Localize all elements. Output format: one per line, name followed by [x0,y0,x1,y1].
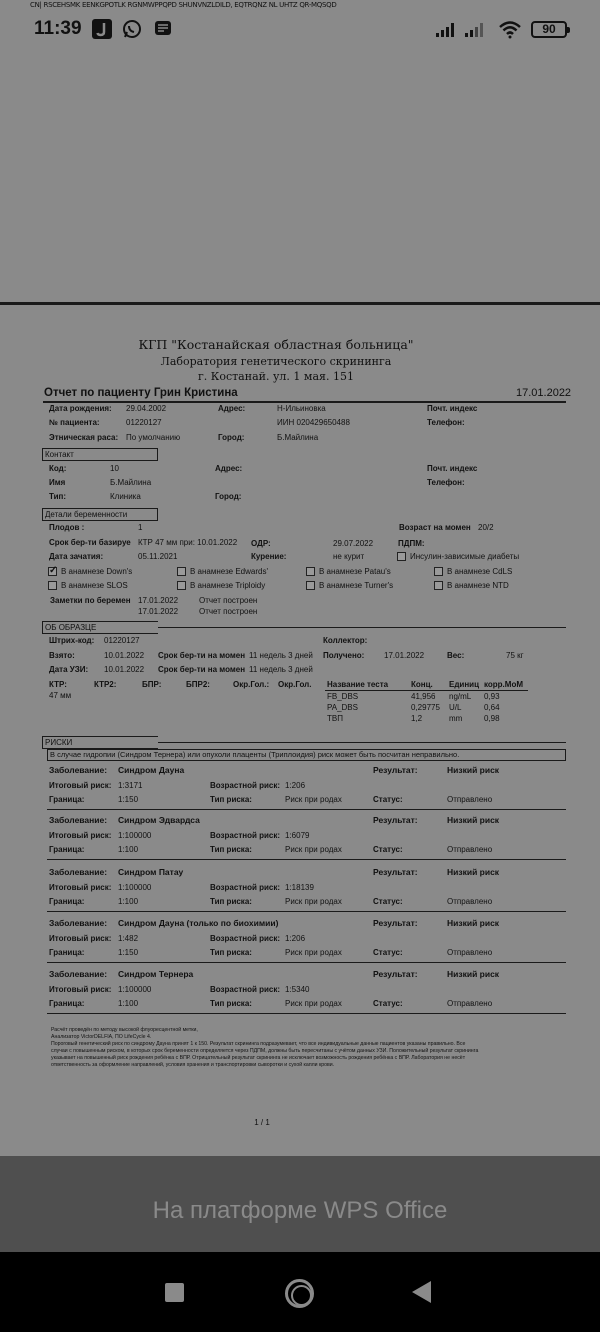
test-name: ТВП [327,714,343,723]
ktr2-label: КТР2: [94,680,117,689]
lab-name: Лаборатория генетического скрининга [160,355,392,368]
risk-final-value: 1:482 [118,934,139,943]
conception-label: Дата зачатия: [49,552,104,561]
risk-final-label: Итоговый риск: [49,934,112,943]
risk-result-value: Низкий риск [447,765,500,775]
pdpm-label: ПДПМ: [398,539,425,548]
risk-boundary-label: Граница: [49,795,85,804]
sample-term-value: 11 недель 3 дней [249,651,313,660]
risk-result-value: Низкий риск [447,918,500,928]
risk-final-label: Итоговый риск: [49,985,112,994]
test-unit: U/L [449,703,462,712]
smoking-value: не курит [333,552,365,561]
test-conc: 0,29775 [411,703,440,712]
test-col-unit: Единиц [449,680,479,689]
weight-value: 75 кг [506,651,524,660]
taken-label: Взято: [49,651,75,660]
risk-result-label: Результат: [373,867,418,877]
risk-status-value: Отправлено [447,845,493,854]
okr2-label: Окр.Гол. [278,680,312,689]
footnote-line: случаи с повышенным риском, в которых срок беременности определяется через ПДПМ, должны быть пересчитаны с учётом данных УЗИ. Положительный результат скрининга [51,1048,479,1054]
footnote-line: Пороговый генетический риск по синдрому Дауна принят 1 к 150. Результат скрининга подразумевает, что все индивидуальные данные пациентов указаны правильно. Все [51,1041,466,1047]
odr-value: 29.07.2022 [333,539,374,548]
turner-history-checkbox[interactable] [306,581,315,590]
contact-phone-label: Телефон: [427,478,465,487]
barcode-label: Штрих-код: [49,636,95,645]
risk-age-value: 1:6079 [285,831,310,840]
age-label: Возраст на момен [399,523,471,532]
fetus-value: 1 [138,523,143,532]
risk-age-label: Возрастной риск: [210,934,281,943]
risk-disease-name: Синдром Тернера [118,969,194,979]
risk-status-label: Статус: [373,897,403,906]
ntd-history-checkbox[interactable] [434,581,443,590]
type-label: Тип: [49,492,66,501]
message-icon [153,19,173,39]
risk-boundary-value: 1:100 [118,897,139,906]
wps-banner[interactable]: На платформе WPS Office [0,1156,600,1252]
risk-disease-name: Синдром Дауна [118,765,185,775]
note2-text: Отчет построен [199,607,258,616]
cdls-history-checkbox[interactable] [434,567,443,576]
sample-term2-value: 11 недель 3 дней [249,665,313,674]
document-page[interactable] [0,305,600,1155]
risk-age-label: Возрастной риск: [210,781,281,790]
ktr-value: 47 мм [49,691,72,700]
risk-final-label: Итоговый риск: [49,781,112,790]
patient-id-label: № пациента: [49,418,100,427]
city-value: Б.Майлина [277,433,319,442]
risk-boundary-value: 1:100 [118,999,139,1008]
section-contact: Контакт [42,448,158,461]
ktr-label: КТР: [49,680,67,689]
battery-indicator: 90 [531,21,567,38]
note1-text: Отчет построен [199,596,258,605]
risk-divider [47,859,566,860]
risk-type-value: Риск при родах [285,999,342,1008]
received-value: 17.01.2022 [384,651,425,660]
risk-type-label: Тип риска: [210,999,252,1008]
risk-disease-name: Синдром Дауна (только по биохимии) [118,918,279,928]
code-label: Код: [49,464,67,473]
cdls-history-label: В анамнезе CdLS [447,567,513,576]
risk-type-label: Тип риска: [210,845,252,854]
risk-final-value: 1:100000 [118,985,152,994]
risk-final-value: 1:100000 [118,831,152,840]
risk-boundary-value: 1:100 [118,845,139,854]
risk-status-label: Статус: [373,948,403,957]
triploidy-history-checkbox[interactable] [177,581,186,590]
okr-label: Окр.Гол.: [233,680,270,689]
risk-type-value: Риск при родах [285,897,342,906]
test-conc: 1,2 [411,714,423,723]
ntd-history-label: В анамнезе NTD [447,581,509,590]
home-button[interactable] [285,1279,314,1308]
name-value: Б.Майлина [110,478,152,487]
smoking-label: Курение: [251,552,287,561]
risk-disease-label: Заболевание: [49,969,108,979]
down-history-checkbox[interactable] [48,567,57,576]
risk-age-value: 1:5340 [285,985,310,994]
conception-value: 05.11.2021 [138,552,178,561]
patient-id-value: 01220127 [126,418,162,427]
risk-final-value: 1:3171 [118,781,143,790]
edwards-history-label: В анамнезе Edwards' [190,567,268,576]
risk-result-label: Результат: [373,969,418,979]
risk-age-value: 1:18139 [285,883,314,892]
risk-age-label: Возрастной риск: [210,831,281,840]
risk-final-label: Итоговый риск: [49,883,112,892]
org-address: г. Костанай. ул. 1 мая. 151 [198,370,354,383]
test-col-name: Название теста [327,680,389,689]
risk-age-value: 1:206 [285,934,306,943]
weight-label: Вес: [447,651,465,660]
term-value: КТР 47 мм при: 10.01.2022 [138,538,238,547]
risk-boundary-value: 1:150 [118,795,139,804]
wifi-icon [498,19,522,39]
test-mom: 0,98 [484,714,500,723]
divider [43,401,566,403]
risk-divider [47,962,566,963]
risk-type-value: Риск при родах [285,795,342,804]
note2-date: 17.01.2022 [138,607,179,616]
risk-result-label: Результат: [373,765,418,775]
risk-type-label: Тип риска: [210,897,252,906]
term-label: Срок бер-ти базируе [49,538,131,547]
risk-disease-label: Заболевание: [49,815,108,825]
risk-boundary-label: Граница: [49,948,85,957]
address-label: Адрес: [218,404,246,413]
app-j-icon [92,19,112,39]
name-label: Имя [49,478,66,487]
risk-result-label: Результат: [373,815,418,825]
insulin-label: Инсулин-зависимые диабеты [410,552,520,561]
recents-button[interactable] [165,1283,184,1302]
risk-age-label: Возрастной риск: [210,985,281,994]
risk-status-label: Статус: [373,845,403,854]
down-history-label: В анамнезе Down's [61,567,133,576]
footnote-line: Анализатор VictorDELFIA, ПО LifeCycle 4. [51,1034,152,1040]
report-date: 17.01.2022 [516,387,572,399]
risk-boundary-label: Граница: [49,845,85,854]
taken-value: 10.01.2022 [104,651,145,660]
patau-history-checkbox[interactable] [306,567,315,576]
ultrasound-value: 10.01.2022 [104,665,145,674]
risk-disease-label: Заболевание: [49,918,108,928]
footnote-line: указывает на повышенный риск рождения ребёнка с ВПР. Отрицательный результат скрининга не исключает возможность рождения ребёнка с ВПР. Лаборатория не несёт [51,1055,466,1061]
risk-status-value: Отправлено [447,795,493,804]
signal-icon-1 [434,19,460,39]
risk-result-value: Низкий риск [447,815,500,825]
collector-label: Коллектор: [323,636,368,645]
bpr2-label: БПР2: [186,680,210,689]
risk-result-value: Низкий риск [447,969,500,979]
test-mom: 0,93 [484,692,500,701]
report-title: Отчет по пациенту Грин Кристина [44,387,238,399]
ethnicity-value: По умолчанию [126,433,181,442]
risk-type-value: Риск при родах [285,948,342,957]
test-name: PA_DBS [327,703,358,712]
age-value: 20/2 [478,523,494,532]
triploidy-history-label: В анамнезе Triploidy [190,581,266,590]
address-value: Н-Ильиновка [277,404,326,413]
test-col-mom: корр.МоМ [484,680,523,689]
risk-type-label: Тип риска: [210,948,252,957]
risk-disease-name: Синдром Эдвардса [118,815,200,825]
dob-label: Дата рождения: [49,404,112,413]
section-risks: РИСКИ [42,736,158,749]
test-conc: 41,956 [411,692,436,701]
risk-age-value: 1:206 [285,781,306,790]
risk-type-value: Риск при родах [285,845,342,854]
risk-warning: В случае гидропии (Синдром Тернера) или опухоли плаценты (Триплоидия) риск может быть посчитан неправильно. [47,749,566,761]
page-number: 1 / 1 [254,1118,270,1127]
risk-status-value: Отправлено [447,999,493,1008]
slos-history-label: В анамнезе SLOS [61,581,128,590]
iin-value: ИИН 020429650488 [277,418,350,427]
org-name: КГП "Костанайская областная больница" [138,337,414,352]
divider [158,627,566,628]
risk-status-label: Статус: [373,999,403,1008]
notification-ticker: CN| RSCEHSMK EENKGPOTLK RGNMWPPQPD SHUNVNZLDILD, EQTRQNZ NL UHTZ QR-MQSQD [30,1,337,9]
section-sample: ОБ ОБРАЗЦЕ [42,621,158,634]
status-bar [0,12,600,46]
barcode-value: 01220127 [104,636,140,645]
note1-date: 17.01.2022 [138,596,179,605]
footnote-line: ответственность за оформление направлений, условия хранения и транспортировки сыворотки и сухой капли крови. [51,1062,335,1068]
whatsapp-icon [122,19,142,39]
phone-label: Телефон: [427,418,465,427]
type-value: Клиника [110,492,141,501]
turner-history-label: В анамнезе Turner's [319,581,394,590]
risk-disease-label: Заболевание: [49,765,108,775]
table-divider [325,690,528,691]
risk-age-label: Возрастной риск: [210,883,281,892]
test-mom: 0,64 [484,703,500,712]
risk-boundary-value: 1:150 [118,948,139,957]
dob-value: 29.04.2002 [126,404,167,413]
contact-address-label: Адрес: [215,464,243,473]
clock: 11:39 [34,18,82,39]
risk-disease-name: Синдром Патау [118,867,184,877]
insulin-checkbox[interactable] [397,552,406,561]
risk-boundary-label: Граница: [49,999,85,1008]
bpr-label: БПР: [142,680,162,689]
risk-result-value: Низкий риск [447,867,500,877]
risk-divider [47,911,566,912]
risk-final-label: Итоговый риск: [49,831,112,840]
risk-result-label: Результат: [373,918,418,928]
test-col-conc: Конц. [411,680,433,689]
back-button[interactable] [412,1281,431,1303]
risk-divider [47,809,566,810]
divider [158,742,566,743]
zip-label: Почт. индекс [427,404,478,413]
city-label: Город: [218,433,245,442]
risk-disease-label: Заболевание: [49,867,108,877]
signal-icon-2 [463,19,489,39]
code-value: 10 [110,464,119,473]
risk-divider [47,1013,566,1014]
edwards-history-checkbox[interactable] [177,567,186,576]
risk-final-value: 1:100000 [118,883,152,892]
contact-zip-label: Почт. индекс [427,464,478,473]
received-label: Получено: [323,651,365,660]
fetus-label: Плодов : [49,523,85,532]
sample-term2-label: Срок бер-ти на момен [158,665,246,674]
risk-type-label: Тип риска: [210,795,252,804]
odr-label: ОДР: [251,539,271,548]
risk-status-value: Отправлено [447,948,493,957]
risk-boundary-label: Граница: [49,897,85,906]
test-name: FB_DBS [327,692,359,701]
contact-city-label: Город: [215,492,242,501]
ethnicity-label: Этническая раса: [49,433,119,442]
risk-status-value: Отправлено [447,897,493,906]
sample-term-label: Срок бер-ти на момен [158,651,246,660]
test-unit: mm [449,714,463,723]
test-unit: ng/mL [449,692,472,701]
slos-history-checkbox[interactable] [48,581,57,590]
footnote-line: Расчёт проведён по методу высокой флуоресцентной метки, [51,1027,198,1033]
section-pregnancy: Детали беременности [42,508,158,521]
notes-label: Заметки по беремен [50,596,131,605]
ultrasound-label: Дата УЗИ: [49,665,89,674]
risk-status-label: Статус: [373,795,403,804]
navigation-bar [0,1252,600,1332]
patau-history-label: В анамнезе Patau's [319,567,391,576]
